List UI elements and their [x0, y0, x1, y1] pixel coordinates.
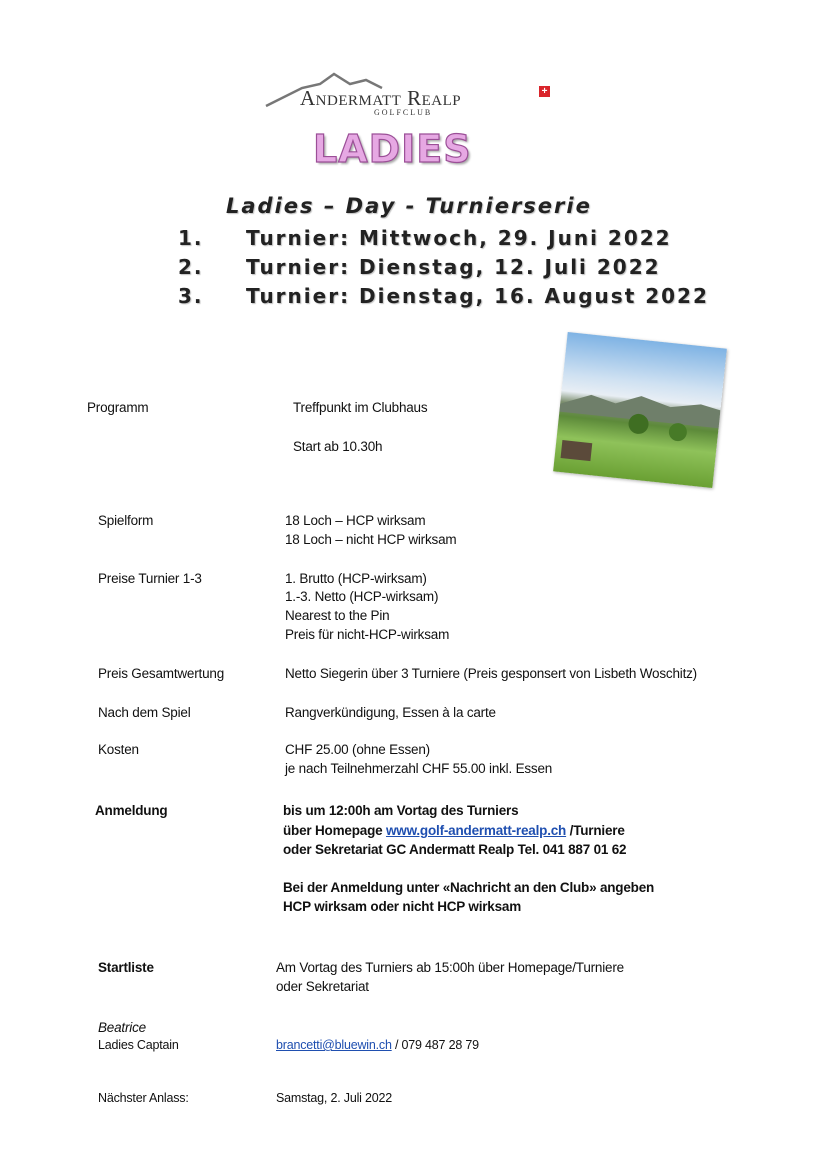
spielform-line-1: 18 Loch – HCP wirksam — [285, 513, 426, 528]
series-title: Ladies – Day - Turnierserie — [226, 194, 592, 218]
club-name: Andermatt Realp — [300, 86, 462, 110]
anmeldung-deadline: bis um 12:00h am Vortag des Turniers — [283, 803, 519, 818]
spielform-label: Spielform — [98, 513, 154, 528]
programm-label: Programm — [87, 400, 149, 415]
startliste-label: Startliste — [98, 960, 154, 975]
naechster-anlass-date: Samstag, 2. Juli 2022 — [276, 1091, 393, 1105]
captain-contact — [276, 1036, 479, 1055]
nach-spiel-text: Rangverkündigung, Essen à la carte — [285, 705, 496, 720]
anmeldung-note-2: HCP wirksam oder nicht HCP wirksam — [283, 899, 522, 914]
anmeldung-homepage-suffix: /Turniere — [566, 823, 625, 838]
anmeldung-homepage-line — [283, 821, 625, 840]
nach-spiel-label: Nach dem Spiel — [98, 705, 191, 720]
kosten-line-2: je nach Teilnehmerzahl CHF 55.00 inkl. Essen — [285, 761, 553, 776]
captain-email-link[interactable]: brancetti@bluewin.ch — [276, 1038, 392, 1052]
preise-line-4: Preis für nicht-HCP-wirksam — [285, 627, 450, 642]
club-subtitle: GOLFCLUB — [374, 108, 433, 117]
startliste-line-2: oder Sekretariat — [276, 979, 369, 994]
gesamtwertung-label: Preis Gesamtwertung — [98, 666, 224, 681]
tournament-2-text: Turnier: Dienstag, 12. Juli 2022 — [246, 255, 661, 279]
kosten-label: Kosten — [98, 742, 139, 757]
captain-role: Ladies Captain — [98, 1038, 179, 1052]
tournament-1-number: 1. — [178, 226, 204, 250]
programm-start-time: Start ab 10.30h — [293, 439, 383, 454]
swiss-flag-icon: + — [539, 86, 550, 97]
tournament-3-text: Turnier: Dienstag, 16. August 2022 — [246, 284, 709, 308]
gesamtwertung-text: Netto Siegerin über 3 Turniere (Preis gesponsert von Lisbeth Woschitz) — [285, 666, 697, 681]
startliste-line-1: Am Vortag des Turniers ab 15:00h über Homepage/Turniere — [276, 960, 624, 975]
homepage-link[interactable]: www.golf-andermatt-realp.ch — [385, 823, 567, 838]
anmeldung-label: Anmeldung — [95, 803, 168, 818]
anmeldung-homepage-prefix: über Homepage — [283, 823, 386, 838]
anmeldung-note-1: Bei der Anmeldung unter «Nachricht an den Club» angeben — [283, 880, 655, 895]
club-logo — [262, 70, 562, 122]
tournament-1-text: Turnier: Mittwoch, 29. Juni 2022 — [246, 226, 672, 250]
preise-line-3: Nearest to the Pin — [285, 608, 390, 623]
spielform-line-2: 18 Loch – nicht HCP wirksam — [285, 532, 457, 547]
kosten-line-1: CHF 25.00 (ohne Essen) — [285, 742, 430, 757]
ladies-title: LADIES — [313, 127, 472, 171]
naechster-anlass-label: Nächster Anlass: — [98, 1091, 189, 1105]
tournament-3-number: 3. — [178, 284, 204, 308]
captain-name: Beatrice — [98, 1020, 146, 1035]
golf-course-photo — [553, 332, 727, 488]
preise-line-2: 1.-3. Netto (HCP-wirksam) — [285, 589, 439, 604]
preise-line-1: 1. Brutto (HCP-wirksam) — [285, 571, 427, 586]
captain-phone: / 079 487 28 79 — [391, 1038, 479, 1052]
programm-meeting-point: Treffpunkt im Clubhaus — [293, 400, 428, 415]
mountain-landscape-icon — [553, 332, 727, 488]
tournament-2-number: 2. — [178, 255, 204, 279]
preise-label: Preise Turnier 1-3 — [98, 571, 202, 586]
anmeldung-sekretariat: oder Sekretariat GC Andermatt Realp Tel. 041 887 01 62 — [283, 842, 627, 857]
